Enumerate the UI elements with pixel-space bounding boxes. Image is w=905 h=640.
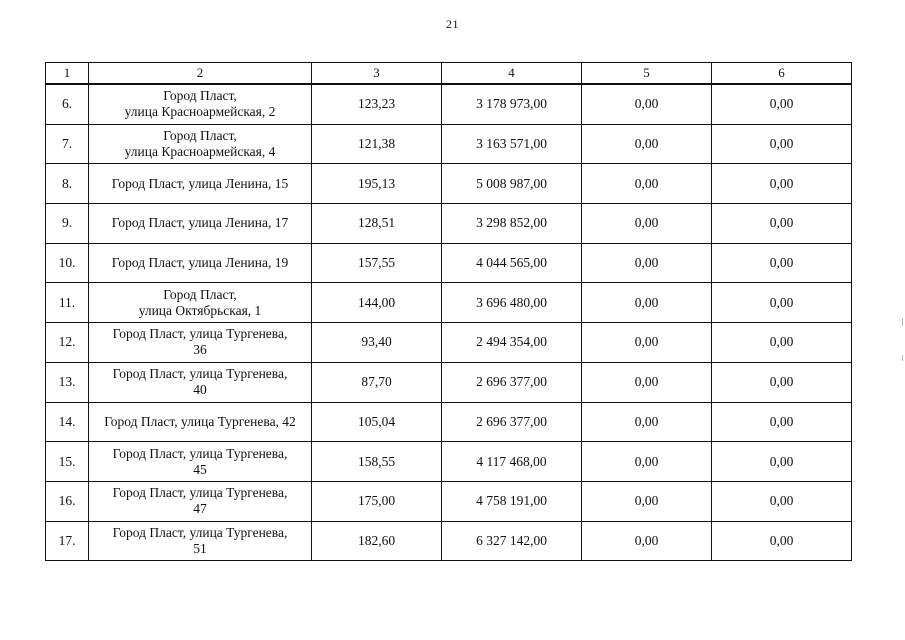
address-line: Город Пласт, улица Тургенева, — [112, 366, 288, 382]
table-header-row — [46, 63, 852, 85]
table-row — [46, 323, 852, 363]
table-row — [46, 164, 852, 204]
row-number-cell: 15. — [46, 442, 89, 482]
column-header: 4 — [442, 63, 582, 85]
column-5-cell: 0,00 — [582, 164, 712, 204]
address-line: 40 — [193, 382, 207, 398]
row-number-cell: 11. — [46, 283, 89, 323]
address-line: 36 — [193, 342, 207, 358]
column-5-cell: 0,00 — [582, 521, 712, 561]
amount-cell: 3 163 571,00 — [442, 124, 582, 164]
address-line: Город Пласт, — [163, 286, 237, 302]
area-cell: 144,00 — [312, 283, 442, 323]
table-row — [46, 442, 852, 482]
column-header: 6 — [712, 63, 852, 85]
row-number-cell: 6. — [46, 84, 89, 124]
column-header: 5 — [582, 63, 712, 85]
area-cell: 123,23 — [312, 84, 442, 124]
column-6-cell: 0,00 — [712, 283, 852, 323]
address-line: 47 — [193, 501, 207, 517]
column-header: 3 — [312, 63, 442, 85]
area-cell: 105,04 — [312, 402, 442, 442]
row-number-cell: 8. — [46, 164, 89, 204]
address-line: улица Красноармейская, 2 — [124, 104, 276, 120]
address-cell — [89, 442, 312, 482]
amount-cell: 3 298 852,00 — [442, 204, 582, 244]
column-5-cell: 0,00 — [582, 124, 712, 164]
area-cell: 121,38 — [312, 124, 442, 164]
data-table — [45, 62, 852, 561]
address-line: Город Пласт, — [163, 128, 237, 144]
address-cell — [89, 243, 312, 283]
column-5-cell: 0,00 — [582, 243, 712, 283]
column-header: 1 — [46, 63, 89, 85]
row-number-cell: 10. — [46, 243, 89, 283]
address-cell — [89, 402, 312, 442]
column-6-cell: 0,00 — [712, 521, 852, 561]
column-6-cell: 0,00 — [712, 243, 852, 283]
table-row — [46, 402, 852, 442]
area-cell: 182,60 — [312, 521, 442, 561]
address-line: Город Пласт, улица Тургенева, 42 — [104, 413, 296, 429]
address-line: Город Пласт, улица Ленина, 17 — [111, 215, 289, 231]
address-cell — [89, 362, 312, 402]
scan-edge-mark — [902, 318, 903, 326]
column-6-cell: 0,00 — [712, 164, 852, 204]
table-row — [46, 283, 852, 323]
area-cell: 175,00 — [312, 481, 442, 521]
column-5-cell: 0,00 — [582, 481, 712, 521]
table-row — [46, 362, 852, 402]
area-cell: 158,55 — [312, 442, 442, 482]
address-line: Город Пласт, улица Тургенева, — [112, 485, 288, 501]
address-cell — [89, 124, 312, 164]
address-cell — [89, 204, 312, 244]
area-cell: 93,40 — [312, 323, 442, 363]
row-number-cell: 9. — [46, 204, 89, 244]
address-cell — [89, 84, 312, 124]
table-row — [46, 521, 852, 561]
table-row — [46, 204, 852, 244]
area-cell: 157,55 — [312, 243, 442, 283]
address-line: улица Красноармейская, 4 — [124, 144, 276, 160]
row-number-cell: 14. — [46, 402, 89, 442]
table-body — [46, 84, 852, 561]
column-5-cell: 0,00 — [582, 283, 712, 323]
row-number-cell: 16. — [46, 481, 89, 521]
area-cell: 128,51 — [312, 204, 442, 244]
column-6-cell: 0,00 — [712, 402, 852, 442]
address-cell — [89, 164, 312, 204]
amount-cell: 4 758 191,00 — [442, 481, 582, 521]
address-cell — [89, 323, 312, 363]
area-cell: 195,13 — [312, 164, 442, 204]
column-5-cell: 0,00 — [582, 84, 712, 124]
row-number-cell: 17. — [46, 521, 89, 561]
table-row — [46, 481, 852, 521]
area-cell: 87,70 — [312, 362, 442, 402]
address-line: Город Пласт, улица Тургенева, — [112, 326, 288, 342]
column-5-cell: 0,00 — [582, 204, 712, 244]
column-6-cell: 0,00 — [712, 323, 852, 363]
address-cell — [89, 481, 312, 521]
column-6-cell: 0,00 — [712, 442, 852, 482]
table-row — [46, 124, 852, 164]
address-cell — [89, 283, 312, 323]
column-6-cell: 0,00 — [712, 204, 852, 244]
address-line: 51 — [193, 540, 207, 556]
column-5-cell: 0,00 — [582, 442, 712, 482]
address-line: Город Пласт, улица Тургенева, — [112, 445, 288, 461]
amount-cell: 3 696 480,00 — [442, 283, 582, 323]
row-number-cell: 7. — [46, 124, 89, 164]
row-number-cell: 13. — [46, 362, 89, 402]
address-line: 45 — [193, 461, 207, 477]
column-6-cell: 0,00 — [712, 124, 852, 164]
column-6-cell: 0,00 — [712, 362, 852, 402]
amount-cell: 2 696 377,00 — [442, 402, 582, 442]
address-line: Город Пласт, улица Тургенева, — [112, 524, 288, 540]
column-5-cell: 0,00 — [582, 323, 712, 363]
address-line: Город Пласт, улица Ленина, 19 — [111, 255, 289, 271]
address-line: Город Пласт, — [163, 88, 237, 104]
amount-cell: 2 494 354,00 — [442, 323, 582, 363]
column-header: 2 — [89, 63, 312, 85]
row-number-cell: 12. — [46, 323, 89, 363]
address-cell — [89, 521, 312, 561]
table-row — [46, 243, 852, 283]
page-number: 21 — [446, 17, 459, 31]
amount-cell: 4 044 565,00 — [442, 243, 582, 283]
amount-cell: 5 008 987,00 — [442, 164, 582, 204]
table-row — [46, 84, 852, 124]
amount-cell: 6 327 142,00 — [442, 521, 582, 561]
scan-edge-mark — [902, 355, 903, 361]
column-5-cell: 0,00 — [582, 402, 712, 442]
column-5-cell: 0,00 — [582, 362, 712, 402]
address-line: улица Октябрьская, 1 — [138, 302, 262, 318]
column-6-cell: 0,00 — [712, 84, 852, 124]
amount-cell: 3 178 973,00 — [442, 84, 582, 124]
amount-cell: 4 117 468,00 — [442, 442, 582, 482]
amount-cell: 2 696 377,00 — [442, 362, 582, 402]
address-line: Город Пласт, улица Ленина, 15 — [111, 175, 289, 191]
column-6-cell: 0,00 — [712, 481, 852, 521]
